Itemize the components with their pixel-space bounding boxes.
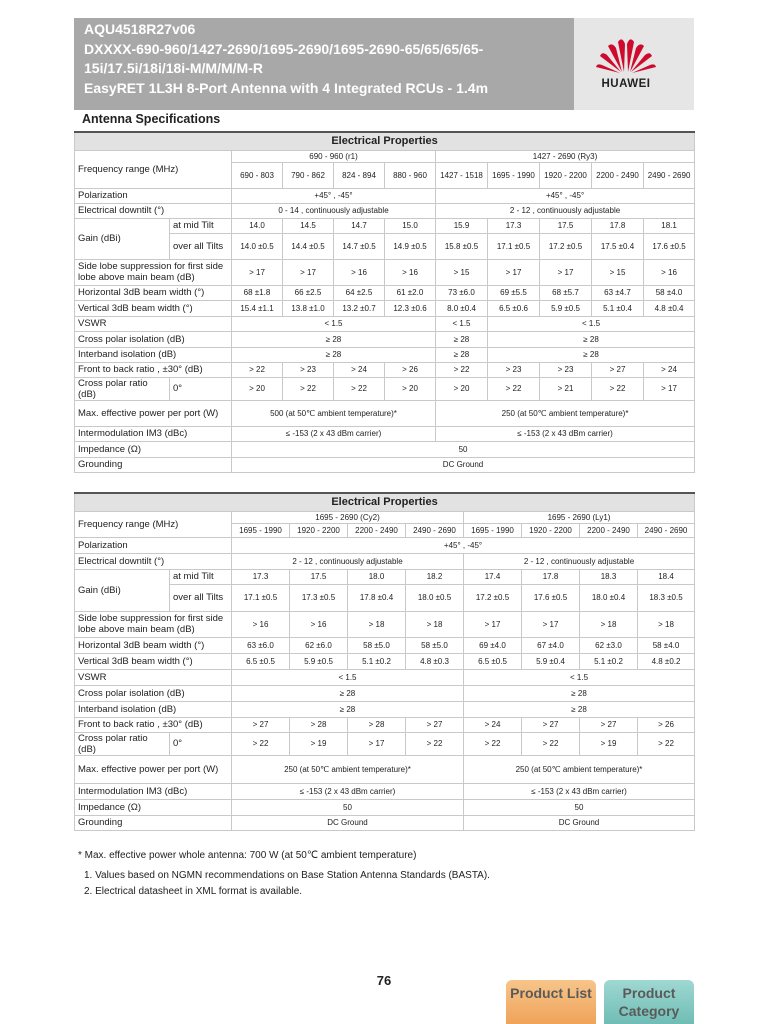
gain-mid-value: 15.9 [436,218,488,233]
gain-mid-value: 17.3 [232,569,290,584]
vswr-value: < 1.5 [232,669,464,685]
front-to-back-value: > 22 [232,362,283,377]
gain-all-value: 18.0 ±0.4 [580,584,638,611]
gain-mid-value: 18.0 [348,569,406,584]
gain-mid-tilt-label: at mid Tilt [170,218,232,233]
interband-isolation-value: ≥ 28 [436,347,488,362]
gain-all-value: 17.5 ±0.4 [592,233,644,259]
v-beamwidth-label: Vertical 3dB beam width (°) [75,653,232,669]
gain-mid-value: 17.5 [540,218,592,233]
footnotes [78,848,490,900]
huawei-logo-icon [594,34,658,74]
im3-value: ≤ -153 (2 x 43 dBm carrier) [232,783,464,799]
table-title: Electrical Properties [75,493,695,511]
v-beamwidth-value: 5.9 ±0.4 [522,653,580,669]
brand-name: HUAWEI [601,78,651,90]
vswr-value: < 1.5 [436,316,488,331]
table-title: Electrical Properties [75,132,695,150]
band-header: 2200 - 2490 [592,162,644,188]
cross-polar-ratio-value: > 22 [592,377,644,400]
sidelobe-value: > 16 [385,259,436,285]
front-to-back-value: > 27 [406,717,464,732]
gain-mid-value: 17.3 [488,218,540,233]
v-beamwidth-value: 5.1 ±0.4 [592,300,644,316]
h-beamwidth-value: 58 ±5.0 [348,637,406,653]
sidelobe-value: > 17 [522,611,580,637]
band-header: 1427 - 1518 [436,162,488,188]
h-beamwidth-value: 62 ±6.0 [290,637,348,653]
vswr-value: < 1.5 [232,316,436,331]
gain-all-value: 17.1 ±0.5 [232,584,290,611]
front-to-back-value: > 28 [348,717,406,732]
downtilt-label: Electrical downtilt (°) [75,203,232,218]
grounding-label: Grounding [75,457,232,472]
cross-polar-isolation-value: ≥ 28 [464,685,695,701]
interband-isolation-value: ≥ 28 [232,701,464,717]
impedance-value: 50 [232,441,695,457]
band-header: 1695 - 1990 [464,523,522,537]
cross-polar-ratio-value: > 20 [232,377,283,400]
sidelobe-label: Side lobe suppression for first side lobe above main beam (dB) [75,259,232,285]
h-beamwidth-value: 66 ±2.5 [283,285,334,300]
v-beamwidth-value: 15.4 ±1.1 [232,300,283,316]
sidelobe-value: > 16 [290,611,348,637]
front-to-back-value: > 27 [522,717,580,732]
h-beamwidth-value: 64 ±2.5 [334,285,385,300]
front-to-back-value: > 26 [385,362,436,377]
sidelobe-value: > 17 [232,259,283,285]
front-to-back-value: > 23 [488,362,540,377]
product-description: EasyRET 1L3H 8-Port Antenna with 4 Integrated RCUs - 1.4m [84,79,489,96]
v-beamwidth-label: Vertical 3dB beam width (°) [75,300,232,316]
sidelobe-label: Side lobe suppression for first side lobe above main beam (dB) [75,611,232,637]
sidelobe-value: > 18 [348,611,406,637]
band-header: 2200 - 2490 [348,523,406,537]
footnote-max-power: * Max. effective power whole antenna: 700 W (at 50℃ ambient temperature) [78,850,417,861]
gain-mid-value: 17.8 [522,569,580,584]
interband-isolation-label: Interband isolation (dB) [75,347,232,362]
downtilt-value: 2 - 12 , continuously adjustable [464,553,695,569]
max-power-label: Max. effective power per port (W) [75,400,232,426]
im3-value: ≤ -153 (2 x 43 dBm carrier) [232,426,436,441]
cross-polar-ratio-value: > 22 [334,377,385,400]
h-beamwidth-value: 69 ±5.5 [488,285,540,300]
v-beamwidth-value: 12.3 ±0.6 [385,300,436,316]
gain-all-value: 17.2 ±0.5 [540,233,592,259]
max-power-value: 250 (at 50℃ ambient temperature)* [436,400,695,426]
impedance-value: 50 [232,799,464,815]
cross-polar-ratio-value: > 22 [638,732,695,755]
cross-polar-isolation-label: Cross polar isolation (dB) [75,331,232,347]
grounding-value: DC Ground [464,815,695,830]
sidelobe-value: > 17 [488,259,540,285]
cross-polar-isolation-value: ≥ 28 [436,331,488,347]
cross-polar-ratio-value: > 19 [290,732,348,755]
footnote-item: 1. Values based on NGMN recommendations on Base Station Antenna Standards (BASTA). [84,870,490,881]
interband-isolation-label: Interband isolation (dB) [75,701,232,717]
im3-label: Intermodulation IM3 (dBc) [75,783,232,799]
gain-mid-value: 14.7 [334,218,385,233]
v-beamwidth-value: 6.5 ±0.5 [464,653,522,669]
front-to-back-value: > 23 [283,362,334,377]
electrical-properties-table-2 [74,492,695,831]
gain-all-value: 17.6 ±0.5 [522,584,580,611]
gain-all-value: 17.8 ±0.4 [348,584,406,611]
cross-polar-ratio-value: > 20 [436,377,488,400]
gain-all-value: 18.0 ±0.5 [406,584,464,611]
polarization-label: Polarization [75,537,232,553]
cross-polar-ratio-angle: 0° [170,377,232,400]
band-header: 2490 - 2690 [644,162,695,188]
impedance-label: Impedance (Ω) [75,441,232,457]
sidelobe-value: > 15 [592,259,644,285]
v-beamwidth-value: 5.9 ±0.5 [540,300,592,316]
band-header: 2200 - 2490 [580,523,638,537]
front-to-back-value: > 24 [334,362,385,377]
gain-all-value: 18.3 ±0.5 [638,584,695,611]
interband-isolation-value: ≥ 28 [488,347,695,362]
frequency-range-label: Frequency range (MHz) [75,511,232,537]
v-beamwidth-value: 8.0 ±0.4 [436,300,488,316]
sidelobe-value: > 16 [334,259,385,285]
cross-polar-isolation-value: ≥ 28 [488,331,695,347]
gain-all-value: 15.8 ±0.5 [436,233,488,259]
front-to-back-value: > 27 [592,362,644,377]
h-beamwidth-value: 58 ±5.0 [406,637,464,653]
h-beamwidth-value: 67 ±4.0 [522,637,580,653]
max-power-value: 250 (at 50℃ ambient temperature)* [232,755,464,783]
cross-polar-ratio-value: > 21 [540,377,592,400]
v-beamwidth-value: 6.5 ±0.6 [488,300,540,316]
cross-polar-ratio-value: > 17 [644,377,695,400]
vswr-label: VSWR [75,316,232,331]
v-beamwidth-value: 4.8 ±0.4 [644,300,695,316]
band-header: 790 - 862 [283,162,334,188]
polarization-label: Polarization [75,188,232,203]
v-beamwidth-value: 4.8 ±0.3 [406,653,464,669]
im3-value: ≤ -153 (2 x 43 dBm carrier) [464,783,695,799]
cross-polar-ratio-value: > 19 [580,732,638,755]
gain-mid-value: 17.4 [464,569,522,584]
gain-all-value: 17.6 ±0.5 [644,233,695,259]
band-header: 1695 - 1990 [488,162,540,188]
band-group-ly1: 1695 - 2690 (Ly1) [464,511,695,523]
gain-all-value: 17.3 ±0.5 [290,584,348,611]
band-header: 2490 - 2690 [638,523,695,537]
cross-polar-ratio-value: > 22 [464,732,522,755]
sidelobe-value: > 16 [232,611,290,637]
band-header: 880 - 960 [385,162,436,188]
max-power-value: 250 (at 50℃ ambient temperature)* [464,755,695,783]
gain-all-value: 17.1 ±0.5 [488,233,540,259]
cross-polar-ratio-value: > 22 [522,732,580,755]
front-to-back-value: > 28 [290,717,348,732]
front-to-back-value: > 27 [580,717,638,732]
downtilt-value: 0 - 14 , continuously adjustable [232,203,436,218]
polarization-value: +45° , -45° [232,188,436,203]
product-header [84,20,568,98]
gain-mid-value: 15.0 [385,218,436,233]
front-to-back-value: > 26 [638,717,695,732]
product-category-button[interactable]: Product Category [604,980,694,1024]
interband-isolation-value: ≥ 28 [464,701,695,717]
cross-polar-ratio-label: Cross polar ratio (dB) [75,377,170,400]
vswr-value: < 1.5 [488,316,695,331]
band-header: 1920 - 2200 [290,523,348,537]
gain-all-value: 14.7 ±0.5 [334,233,385,259]
h-beamwidth-value: 63 ±4.7 [592,285,644,300]
downtilt-label: Electrical downtilt (°) [75,553,232,569]
band-group-ry3: 1427 - 2690 (Ry3) [436,150,695,162]
model-number: AQU4518R27v06 [84,21,196,37]
h-beamwidth-value: 61 ±2.0 [385,285,436,300]
max-power-value: 500 (at 50℃ ambient temperature)* [232,400,436,426]
cross-polar-ratio-label: Cross polar ratio (dB) [75,732,170,755]
cross-polar-isolation-label: Cross polar isolation (dB) [75,685,232,701]
h-beamwidth-value: 62 ±3.0 [580,637,638,653]
gain-label: Gain (dBi) [75,218,170,259]
gain-all-tilts-label: over all Tilts [170,233,232,259]
gain-mid-value: 18.1 [644,218,695,233]
grounding-value: DC Ground [232,815,464,830]
gain-mid-value: 14.0 [232,218,283,233]
gain-all-tilts-label: over all Tilts [170,584,232,611]
impedance-label: Impedance (Ω) [75,799,232,815]
cross-polar-ratio-value: > 22 [283,377,334,400]
gain-mid-value: 18.4 [638,569,695,584]
cross-polar-ratio-value: > 22 [232,732,290,755]
gain-all-value: 17.2 ±0.5 [464,584,522,611]
footnote-item: 2. Electrical datasheet in XML format is available. [84,886,303,897]
band-header: 1920 - 2200 [522,523,580,537]
product-list-button[interactable]: Product List [506,980,596,1024]
impedance-value: 50 [464,799,695,815]
grounding-value: DC Ground [232,457,695,472]
model-code-line-1: DXXXX-690-960/1427-2690/1695-2690/1695-2690-65/65/65/65- [84,40,484,57]
front-to-back-value: > 27 [232,717,290,732]
cross-polar-isolation-value: ≥ 28 [232,685,464,701]
electrical-properties-table-1 [74,131,695,473]
band-group-cy2: 1695 - 2690 (Cy2) [232,511,464,523]
v-beamwidth-value: 5.9 ±0.5 [290,653,348,669]
downtilt-value: 2 - 12 , continuously adjustable [436,203,695,218]
band-header: 1695 - 1990 [232,523,290,537]
sidelobe-value: > 17 [464,611,522,637]
band-header: 690 - 803 [232,162,283,188]
downtilt-value: 2 - 12 , continuously adjustable [232,553,464,569]
h-beamwidth-label: Horizontal 3dB beam width (°) [75,285,232,300]
front-to-back-label: Front to back ratio , ±30° (dB) [75,717,232,732]
frequency-range-label: Frequency range (MHz) [75,150,232,188]
sidelobe-value: > 16 [644,259,695,285]
h-beamwidth-value: 68 ±5.7 [540,285,592,300]
grounding-label: Grounding [75,815,232,830]
sidelobe-value: > 18 [638,611,695,637]
cross-polar-ratio-value: > 17 [348,732,406,755]
band-header: 2490 - 2690 [406,523,464,537]
front-to-back-value: > 24 [464,717,522,732]
h-beamwidth-label: Horizontal 3dB beam width (°) [75,637,232,653]
h-beamwidth-value: 69 ±4.0 [464,637,522,653]
v-beamwidth-value: 5.1 ±0.2 [580,653,638,669]
v-beamwidth-value: 5.1 ±0.2 [348,653,406,669]
gain-mid-tilt-label: at mid Tilt [170,569,232,584]
gain-mid-value: 17.5 [290,569,348,584]
sidelobe-value: > 18 [406,611,464,637]
cross-polar-ratio-angle: 0° [170,732,232,755]
im3-value: ≤ -153 (2 x 43 dBm carrier) [436,426,695,441]
max-power-label: Max. effective power per port (W) [75,755,232,783]
sidelobe-value: > 17 [540,259,592,285]
h-beamwidth-value: 58 ±4.0 [644,285,695,300]
model-code-line-2: 15i/17.5i/18i/18i-M/M/M/M-R [84,60,263,76]
h-beamwidth-value: 68 ±1.8 [232,285,283,300]
cross-polar-ratio-value: > 22 [488,377,540,400]
front-to-back-value: > 22 [436,362,488,377]
im3-label: Intermodulation IM3 (dBc) [75,426,232,441]
polarization-value: +45° , -45° [232,537,695,553]
h-beamwidth-value: 58 ±4.0 [638,637,695,653]
band-header: 824 - 894 [334,162,385,188]
section-title: Antenna Specifications [82,112,221,126]
front-to-back-value: > 24 [644,362,695,377]
gain-all-value: 14.4 ±0.5 [283,233,334,259]
v-beamwidth-value: 13.2 ±0.7 [334,300,385,316]
gain-all-value: 14.9 ±0.5 [385,233,436,259]
cross-polar-isolation-value: ≥ 28 [232,331,436,347]
band-header: 1920 - 2200 [540,162,592,188]
polarization-value: +45° , -45° [436,188,695,203]
sidelobe-value: > 17 [283,259,334,285]
gain-mid-value: 17.8 [592,218,644,233]
vswr-value: < 1.5 [464,669,695,685]
band-group-r1: 690 - 960 (r1) [232,150,436,162]
gain-label: Gain (dBi) [75,569,170,611]
interband-isolation-value: ≥ 28 [232,347,436,362]
gain-mid-value: 18.2 [406,569,464,584]
gain-mid-value: 14.5 [283,218,334,233]
gain-mid-value: 18.3 [580,569,638,584]
v-beamwidth-value: 13.8 ±1.0 [283,300,334,316]
sidelobe-value: > 15 [436,259,488,285]
sidelobe-value: > 18 [580,611,638,637]
v-beamwidth-value: 4.8 ±0.2 [638,653,695,669]
gain-all-value: 14.0 ±0.5 [232,233,283,259]
cross-polar-ratio-value: > 20 [385,377,436,400]
page-number: 76 [376,973,392,988]
vswr-label: VSWR [75,669,232,685]
front-to-back-value: > 23 [540,362,592,377]
h-beamwidth-value: 63 ±6.0 [232,637,290,653]
cross-polar-ratio-value: > 22 [406,732,464,755]
front-to-back-label: Front to back ratio , ±30° (dB) [75,362,232,377]
v-beamwidth-value: 6.5 ±0.5 [232,653,290,669]
h-beamwidth-value: 73 ±6.0 [436,285,488,300]
